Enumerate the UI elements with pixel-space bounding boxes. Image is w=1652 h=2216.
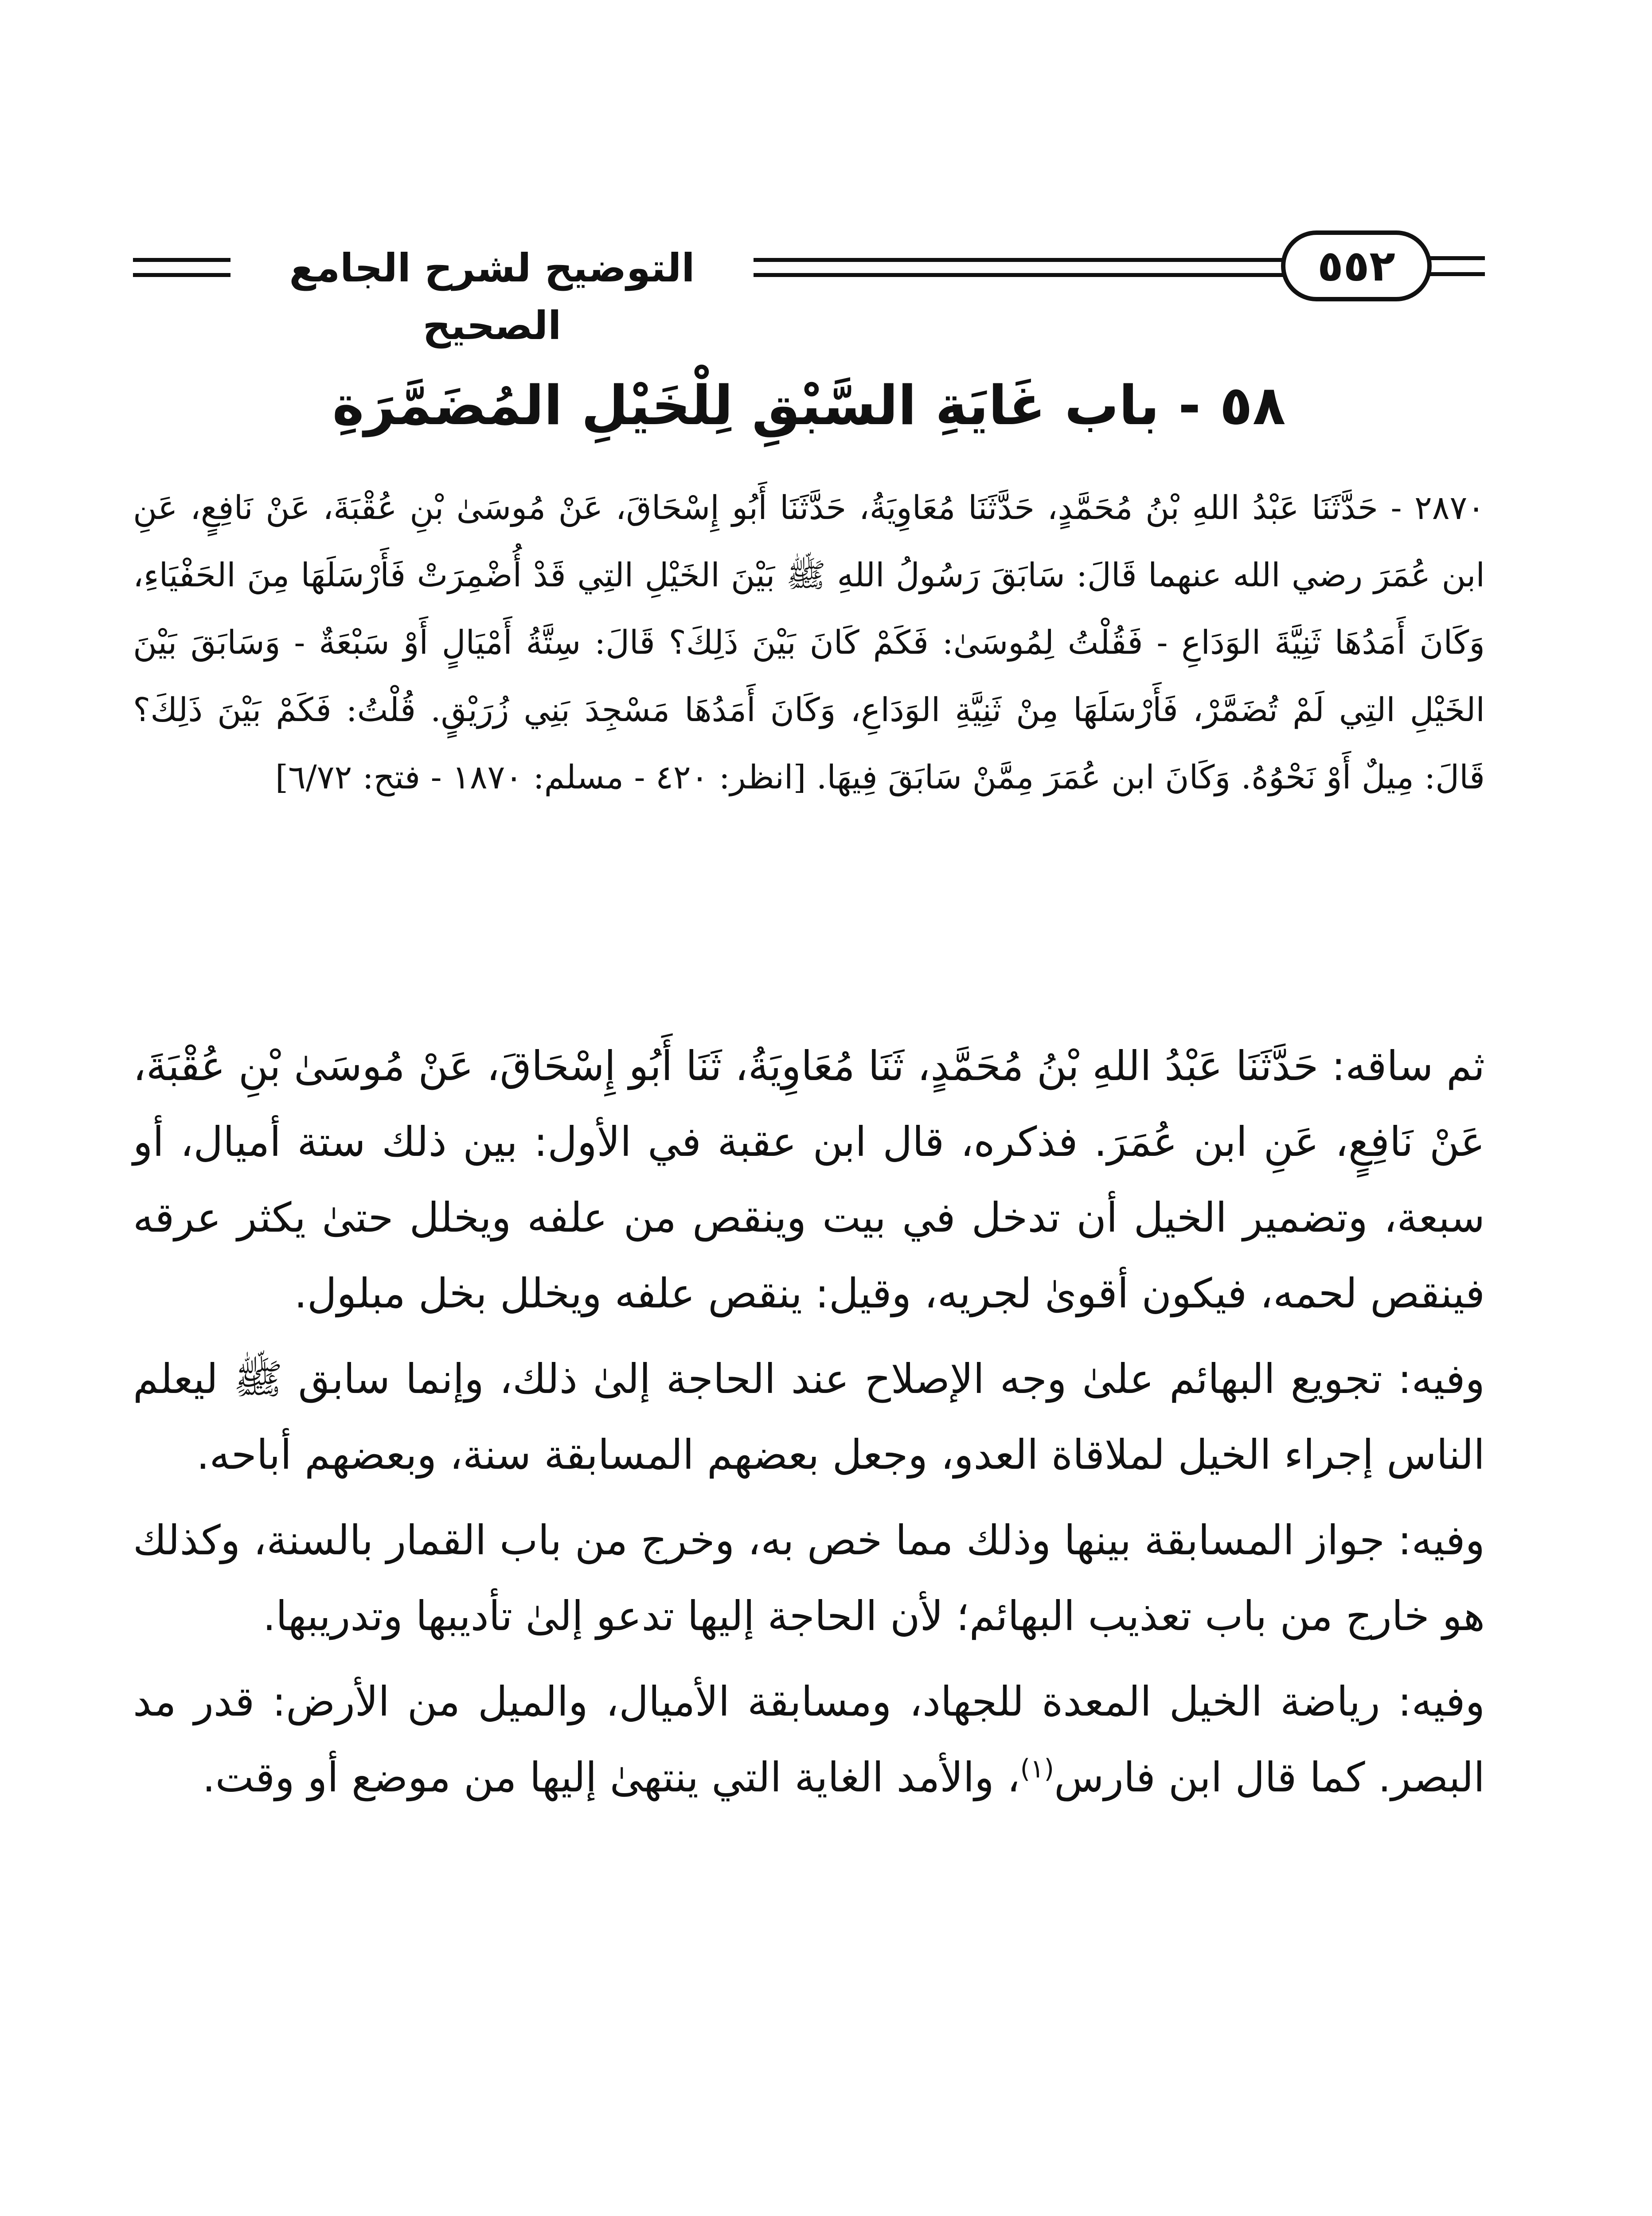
running-header (133, 230, 1485, 348)
commentary (133, 1028, 1485, 1825)
header-rule (754, 258, 1339, 262)
paragraph-text: ، والأمد الغاية التي ينتهىٰ إليها من موضع أو وقت. (202, 1754, 1020, 1801)
chapter-title: ٥٨ - باب غَايَةِ السَّبْقِ لِلْخَيْلِ المُضَمَّرَةِ (332, 374, 1286, 437)
header-ornament (1429, 256, 1485, 276)
header-rule (133, 273, 230, 277)
hadith-reference: [انظر: ٤٢٠ - مسلم: ١٨٧٠ - فتح: ٦/٧٢] (275, 758, 806, 796)
hadith-text (133, 474, 1485, 811)
paragraph-text: وفيه: رياضة الخيل المعدة للجهاد، ومسابقة الأميال، والميل من الأرض: قدر مد البصر. كما قال ابن فارس (133, 1678, 1485, 1801)
hadith-number: ٢٨٧٠ (1414, 489, 1485, 527)
book-title: التوضيح لشرح الجامع الصحيح (289, 245, 695, 348)
commentary-paragraph: وفيه: تجويع البهائم علىٰ وجه الإصلاح عند الحاجة إلىٰ ذلك، وإنما سابق ﷺ ليعلم الناس إجراء الخيل لملاقاة العدو، وجعل بعضهم المسابقة سنة، وبعضهم أباحه. (133, 1355, 1485, 1479)
page-number: ٥٥٢ (1281, 230, 1432, 301)
commentary-paragraph (133, 1664, 1485, 1815)
header-rule (754, 273, 1339, 277)
header-rule (133, 258, 230, 262)
hadith-body: - حَدَّثَنَا عَبْدُ اللهِ بْنُ مُحَمَّدٍ، حَدَّثَنَا مُعَاوِيَةُ، حَدَّثَنَا أَبُو إِسْحَاقَ، عَنْ مُوسَىٰ بْنِ عُقْبَةَ، عَنْ نَافِعٍ، عَنِ ابن عُمَرَ رضي الله عنهما قَالَ: سَابَقَ رَسُولُ اللهِ ﷺ بَيْنَ الخَيْلِ التِي قَدْ أُضْمِرَتْ فَأَرْسَلَهَا مِنَ الحَفْيَاءِ، وَكَانَ أَمَدُهَا ثَنِيَّةَ الوَدَاعِ - فَقُلْتُ لِمُوسَىٰ: فَكَمْ كَانَ بَيْنَ ذَلِكَ؟ قَالَ: سِتَّةُ أَمْيَالٍ أَوْ سَبْعَةٌ - وَسَابَقَ بَيْنَ الخَيْلِ التِي لَمْ تُضَمَّرْ، فَأَرْسَلَهَا مِنْ ثَنِيَّةِ الوَدَاعِ، وَكَانَ أَمَدُهَا مَسْجِدَ بَنِي زُرَيْقٍ. قُلْتُ: فَكَمْ بَيْنَ ذَلِكَ؟ قَالَ: مِيلٌ أَوْ نَحْوُهُ. وَكَانَ ابن عُمَرَ مِمَّنْ سَابَقَ فِيهَا. (133, 489, 1485, 796)
commentary-paragraph: ثم ساقه: حَدَّثَنَا عَبْدُ اللهِ بْنُ مُحَمَّدٍ، ثَنَا مُعَاوِيَةُ، ثَنَا أَبُو إِسْحَاقَ، عَنْ مُوسَىٰ بْنِ عُقْبَةَ، عَنْ نَافِعٍ، عَنِ ابن عُمَرَ. فذكره، قال ابن عقبة في الأول: بين ذلك ستة أميال، أو سبعة، وتضمير الخيل أن تدخل في بيت وينقص من علفه ويخلل حتىٰ يكثر عرقه فينقص لحمه، فيكون أقوىٰ لجريه، وقيل: ينقص علفه ويخلل بخل مبلول. (133, 1042, 1485, 1317)
commentary-paragraph: وفيه: جواز المسابقة بينها وذلك مما خص به، وخرج من باب القمار بالسنة، وكذلك هو خارج من باب تعذيب البهائم؛ لأن الحاجة إليها تدعو إلىٰ تأديبها وتدريبها. (133, 1517, 1485, 1640)
footnote-marker: (١) (1020, 1753, 1054, 1784)
